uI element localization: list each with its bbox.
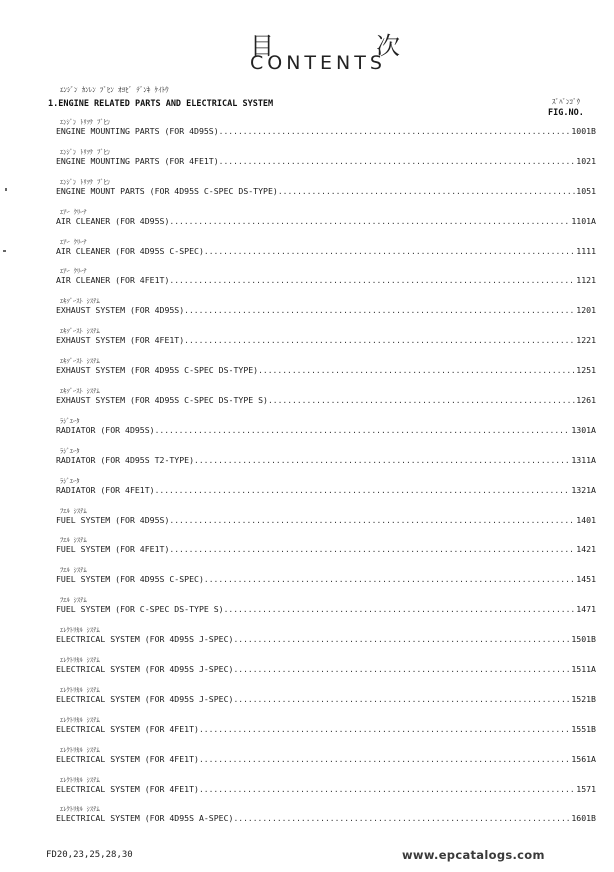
dot-leader	[233, 635, 570, 644]
list-item	[56, 775, 596, 805]
entry-row	[56, 694, 596, 704]
entry-fig-number: 1001B	[571, 126, 596, 136]
dot-leader	[233, 814, 570, 823]
section-kana: ｴﾝｼﾞﾝ ｶﾝﾚﾝ ﾌﾞﾋﾝ ｵﾖﾋﾞ ﾃﾞﾝｷ ｹｲﾄｳ	[60, 86, 169, 94]
entry-kana: ｴｷｿﾞｰｽﾄ ｼｽﾃﾑ	[60, 357, 100, 366]
entry-kana: ｴﾚｸﾄﾘｶﾙ ｼｽﾃﾑ	[60, 745, 100, 754]
entry-name: ELECTRICAL SYSTEM (FOR 4FE1T)	[56, 723, 199, 734]
entry-row	[56, 365, 596, 375]
entry-fig-number: 1321A	[571, 484, 596, 495]
list-item	[56, 296, 596, 326]
entry-row	[56, 216, 596, 226]
entry-row	[56, 395, 596, 405]
dot-leader	[268, 396, 575, 405]
entry-kana: ｴﾝｼﾞﾝ ﾄﾘﾂｹ ﾌﾞﾋﾝ	[60, 118, 111, 126]
entry-name: ENGINE MOUNTING PARTS (FOR 4D95S)	[56, 126, 219, 136]
entry-name: ELECTRICAL SYSTEM (FOR 4FE1T)	[56, 783, 199, 794]
list-item	[56, 535, 596, 565]
dot-leader	[258, 366, 575, 375]
entry-name: RADIATOR (FOR 4D95S T2-TYPE)	[56, 454, 195, 465]
entry-kana: ﾗｼﾞｴｰﾀ	[60, 416, 80, 425]
entry-kana: ｴｷｿﾞｰｽﾄ ｼｽﾃﾑ	[60, 387, 100, 396]
entry-row	[56, 604, 596, 614]
entry-kana: ｴﾚｸﾄﾘｶﾙ ｼｽﾃﾑ	[60, 715, 100, 724]
dot-leader	[224, 605, 576, 614]
entry-kana: ｴﾝｼﾞﾝ ﾄﾘﾂｹ ﾌﾞﾋﾝ	[60, 177, 111, 186]
dot-leader	[199, 785, 575, 794]
entry-kana: ｴﾝｼﾞﾝ ﾄﾘﾂｹ ﾌﾞﾋﾝ	[60, 147, 111, 156]
dot-leader	[278, 187, 575, 196]
entry-name: RADIATOR (FOR 4FE1T)	[56, 484, 155, 495]
entry-fig-number: 1511A	[571, 664, 596, 675]
entry-fig-number: 1451	[576, 574, 596, 585]
entry-name: AIR CLEANER (FOR 4D95S)	[56, 215, 170, 226]
dot-leader	[194, 456, 570, 465]
list-item	[56, 446, 596, 476]
fig-column-header: FIG.NO.	[548, 108, 584, 118]
entry-kana: ｴｷｿﾞｰｽﾄ ｼｽﾃﾑ	[60, 297, 100, 306]
entry-name: ENGINE MOUNT PARTS (FOR 4D95S C-SPEC DS-TYPE)	[56, 185, 278, 196]
entry-kana: ﾌｴﾙ ｼｽﾃﾑ	[60, 596, 87, 605]
entry-kana: ﾌｴﾙ ｼｽﾃﾑ	[60, 506, 87, 515]
entry-name: EXHAUST SYSTEM (FOR 4D95S C-SPEC DS-TYPE)	[56, 365, 259, 376]
title-jp-char-2: 次	[376, 32, 400, 60]
entry-row	[56, 246, 596, 256]
entry-kana: ﾌｴﾙ ｼｽﾃﾑ	[60, 566, 87, 575]
dot-leader	[204, 575, 575, 584]
list-item	[56, 416, 596, 446]
entry-row	[56, 455, 596, 465]
entry-fig-number: 1101A	[571, 215, 596, 226]
dot-leader	[233, 695, 570, 704]
entry-kana: ﾗｼﾞｴｰﾀ	[60, 476, 80, 485]
entry-kana: ｴｱｰ ｸﾘｰﾅ	[60, 237, 87, 246]
entry-name: ELECTRICAL SYSTEM (FOR 4D95S J-SPEC)	[56, 634, 234, 645]
entry-fig-number: 1201	[576, 305, 596, 316]
list-item	[56, 237, 596, 267]
entry-fig-number: 1261	[576, 395, 596, 406]
list-item	[56, 326, 596, 356]
list-item	[56, 565, 596, 595]
dot-leader	[199, 725, 570, 734]
model-footer: FD20,23,25,28,30	[46, 850, 133, 860]
watermark-text: www.epcatalogs.com	[402, 848, 545, 862]
scan-speck	[5, 188, 7, 191]
title-jp-char-1: 目	[250, 32, 274, 60]
dot-leader	[184, 336, 575, 345]
list-item	[56, 177, 596, 207]
list-item	[56, 625, 596, 655]
entry-kana: ｴﾚｸﾄﾘｶﾙ ｼｽﾃﾑ	[60, 685, 100, 694]
entry-name: FUEL SYSTEM (FOR 4FE1T)	[56, 544, 170, 555]
entry-fig-number: 1471	[576, 604, 596, 615]
list-item	[56, 804, 596, 834]
entry-kana: ｴｱｰ ｸﾘｰﾅ	[60, 207, 87, 216]
entry-row	[56, 126, 596, 136]
list-item	[56, 745, 596, 775]
section-title: 1.ENGINE RELATED PARTS AND ELECTRICAL SYSTEM	[48, 99, 274, 109]
entry-fig-number: 1221	[576, 335, 596, 346]
list-item	[56, 476, 596, 506]
list-item	[56, 655, 596, 685]
dot-leader	[184, 306, 575, 315]
dot-leader	[199, 755, 570, 764]
fig-column-kana: ｽﾞﾊﾞﾝｺﾞｳ	[552, 98, 580, 106]
entry-row	[56, 305, 596, 315]
entry-fig-number: 1421	[576, 544, 596, 555]
entry-name: AIR CLEANER (FOR 4D95S C-SPEC)	[56, 245, 204, 256]
list-item	[56, 506, 596, 536]
entry-name: EXHAUST SYSTEM (FOR 4FE1T)	[56, 335, 185, 346]
entry-kana: ﾌｴﾙ ｼｽﾃﾑ	[60, 536, 87, 545]
entry-name: EXHAUST SYSTEM (FOR 4D95S)	[56, 305, 185, 316]
list-item	[56, 715, 596, 745]
entry-kana: ｴﾚｸﾄﾘｶﾙ ｼｽﾃﾑ	[60, 805, 100, 814]
entry-fig-number: 1401	[576, 514, 596, 525]
list-item	[56, 595, 596, 625]
list-item	[56, 117, 596, 147]
entry-name: RADIATOR (FOR 4D95S)	[56, 424, 155, 435]
entry-kana: ｴﾚｸﾄﾘｶﾙ ｼｽﾃﾑ	[60, 775, 100, 784]
entry-kana: ｴﾚｸﾄﾘｶﾙ ｼｽﾃﾑ	[60, 626, 100, 635]
dot-leader	[219, 157, 576, 166]
dot-leader	[169, 276, 575, 285]
entry-row	[56, 724, 596, 734]
entry-fig-number: 1551B	[571, 723, 596, 734]
entry-fig-number: 1111	[576, 245, 596, 256]
list-item	[56, 266, 596, 296]
entry-row	[56, 754, 596, 764]
entry-kana: ﾗｼﾞｴｰﾀ	[60, 446, 80, 455]
entry-row	[56, 485, 596, 495]
entry-name: ELECTRICAL SYSTEM (FOR 4D95S J-SPEC)	[56, 693, 234, 704]
entry-fig-number: 1521B	[571, 693, 596, 704]
entry-fig-number: 1051	[576, 185, 596, 196]
entry-name: ELECTRICAL SYSTEM (FOR 4D95S J-SPEC)	[56, 664, 234, 675]
dot-leader	[155, 426, 571, 435]
entry-name: AIR CLEANER (FOR 4FE1T)	[56, 275, 170, 286]
list-item	[56, 207, 596, 237]
contents-list	[56, 117, 596, 834]
entry-row	[56, 634, 596, 644]
entry-fig-number: 1501B	[571, 634, 596, 645]
dot-leader	[233, 665, 570, 674]
list-item	[56, 147, 596, 177]
entry-name: FUEL SYSTEM (FOR 4D95S)	[56, 514, 170, 525]
entry-kana: ｴｷｿﾞｰｽﾄ ｼｽﾃﾑ	[60, 327, 100, 336]
entry-row	[56, 275, 596, 285]
dot-leader	[219, 127, 571, 136]
entry-row	[56, 784, 596, 794]
entry-fig-number: 1301A	[571, 424, 596, 435]
entry-fig-number: 1021	[576, 155, 596, 166]
list-item	[56, 685, 596, 715]
list-item	[56, 356, 596, 386]
dot-leader	[169, 545, 575, 554]
entry-row	[56, 156, 596, 166]
entry-name: ENGINE MOUNTING PARTS (FOR 4FE1T)	[56, 155, 219, 166]
dot-leader	[169, 516, 575, 525]
entry-name: ELECTRICAL SYSTEM (FOR 4D95S A-SPEC)	[56, 813, 234, 824]
entry-fig-number: 1121	[576, 275, 596, 286]
entry-row	[56, 515, 596, 525]
scan-speck	[3, 250, 6, 252]
entry-kana: ｴﾚｸﾄﾘｶﾙ ｼｽﾃﾑ	[60, 656, 100, 665]
dot-leader	[155, 486, 571, 495]
dot-leader	[169, 217, 570, 226]
entry-fig-number: 1601B	[571, 813, 596, 824]
entry-row	[56, 186, 596, 196]
entry-row	[56, 425, 596, 435]
dot-leader	[204, 247, 575, 256]
entry-fig-number: 1561A	[571, 753, 596, 764]
entry-row	[56, 335, 596, 345]
page-title: CONTENTS	[250, 52, 386, 74]
entry-fig-number: 1311A	[571, 454, 596, 465]
entry-fig-number: 1571	[576, 783, 596, 794]
entry-name: EXHAUST SYSTEM (FOR 4D95S C-SPEC DS-TYPE S)	[56, 395, 268, 406]
entry-name: ELECTRICAL SYSTEM (FOR 4FE1T)	[56, 753, 199, 764]
entry-kana: ｴｱｰ ｸﾘｰﾅ	[60, 267, 87, 276]
entry-row	[56, 544, 596, 554]
entry-name: FUEL SYSTEM (FOR C-SPEC DS-TYPE S)	[56, 604, 224, 615]
entry-row	[56, 664, 596, 674]
entry-fig-number: 1251	[576, 365, 596, 376]
entry-row	[56, 574, 596, 584]
list-item	[56, 386, 596, 416]
entry-row	[56, 813, 596, 823]
entry-name: FUEL SYSTEM (FOR 4D95S C-SPEC)	[56, 574, 204, 585]
